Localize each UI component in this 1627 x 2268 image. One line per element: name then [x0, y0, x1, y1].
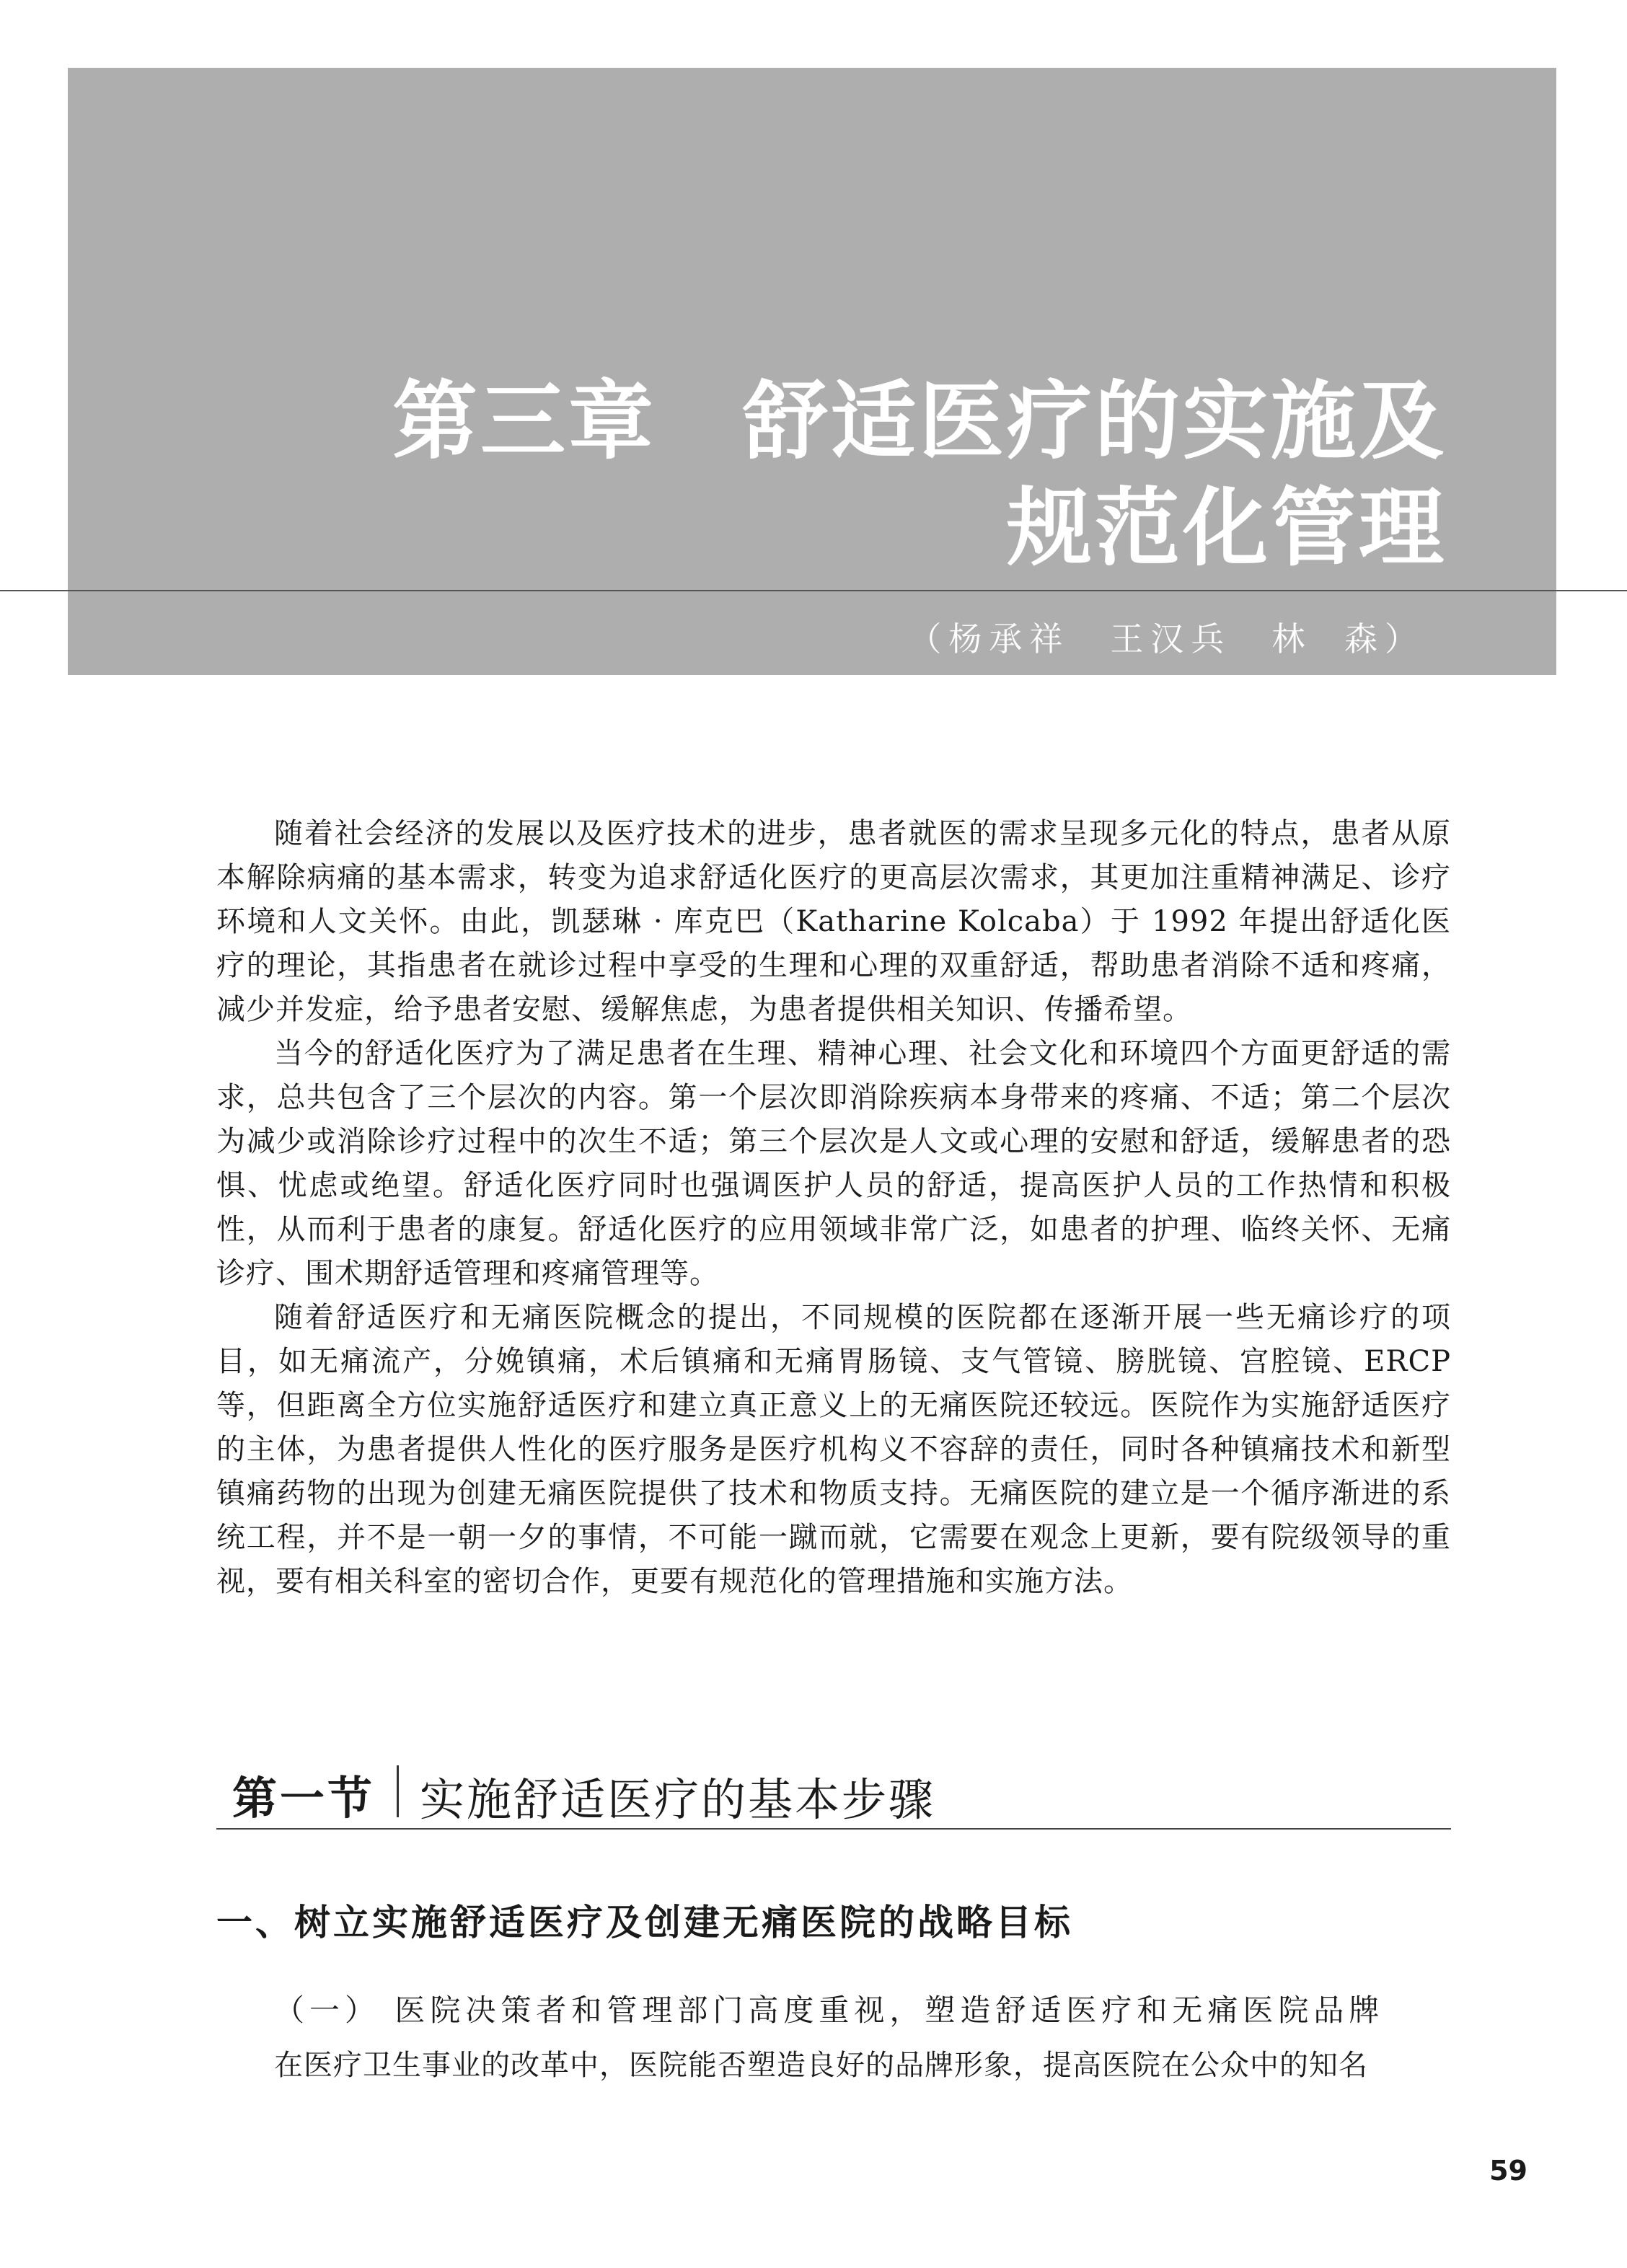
intro-paragraph-2: 当今的舒适化医疗为了满足患者在生理、精神心理、社会文化和环境四个方面更舒适的需求，总共包含了三个层次的内容。第一个层次即消除疾病本身带来的疼痛、不适；第二个层次为减少或消除诊疗过程中的次生不适；第三个层次是人文或心理的安慰和舒适，缓解患者的恐惧、忧虑或绝望。舒适化医疗同时也强调医护人员的舒适，提高医护人员的工作热情和积极性，从而利于患者的康复。舒适化医疗的应用领域非常广泛，如患者的护理、临终关怀、无痛诊疗、围术期舒适管理和疼痛管理等。: [216, 1037, 1451, 1290]
chapter-title-line2: 规范化管理: [1006, 477, 1447, 578]
subsection-heading: 一、树立实施舒适医疗及创建无痛医院的战略目标: [216, 1902, 1073, 1943]
section-heading-divider: [397, 1765, 399, 1817]
banner-divider-line: [0, 590, 1627, 591]
subsubsection-heading: （一） 医院决策者和管理部门高度重视，塑造舒适医疗和无痛医院品牌: [274, 1993, 1385, 2028]
intro-paragraph-1: 随着社会经济的发展以及医疗技术的进步，患者就医的需求呈现多元化的特点，患者从原本解除病痛的基本需求，转变为追求舒适化医疗的更高层次需求，其更加注重精神满足、诊疗环境和人文关怀。由此，凯瑟琳 · 库克巴（Katharine Kolcaba）于 1992 年提出舒适化医疗的理论，其指患者在就诊过程中享受的生理和心理的双重舒适，帮助患者消除不适和疼痛，减少并发症，给予患者安慰、缓解焦虑，为患者提供相关知识、传播希望。: [216, 817, 1451, 1026]
chapter-authors: （杨承祥 王汉兵 林 森）: [908, 619, 1425, 658]
section-number: 第一节: [232, 1772, 376, 1824]
section-heading: [216, 1760, 1451, 1830]
section-title: 实施舒适医疗的基本步骤: [420, 1773, 936, 1826]
intro-paragraph-3: 随着舒适医疗和无痛医院概念的提出，不同规模的医院都在逐渐开展一些无痛诊疗的项目，如无痛流产，分娩镇痛，术后镇痛和无痛胃肠镜、支气管镜、膀胱镜、宫腔镜、ERCP 等，但距离全方位实施舒适医疗和建立真正意义上的无痛医院还较远。医院作为实施舒适医疗的主体，为患者提供人性化的医疗服务是医疗机构义不容辞的责任，同时各种镇痛技术和新型镇痛药物的出现为创建无痛医院提供了技术和物质支持。无痛医院的建立是一个循序渐进的系统工程，并不是一朝一夕的事情，不可能一蹴而就，它需要在观念上更新，要有院级领导的重视，要有相关科室的密切合作，更要有规范化的管理措施和实施方法。: [216, 1301, 1451, 1598]
chapter-title: [392, 368, 1447, 581]
chapter-title-text-1: 舒适医疗的实施及: [742, 371, 1447, 471]
body-paragraph-start: 在医疗卫生事业的改革中，医院能否塑造良好的品牌形象，提高医院在公众中的知名: [274, 2049, 1368, 2082]
page-number: 59: [1489, 2155, 1527, 2187]
chapter-title-line1: [392, 368, 1447, 475]
intro-text: [216, 812, 1451, 1604]
chapter-number: 第三章: [392, 371, 656, 471]
